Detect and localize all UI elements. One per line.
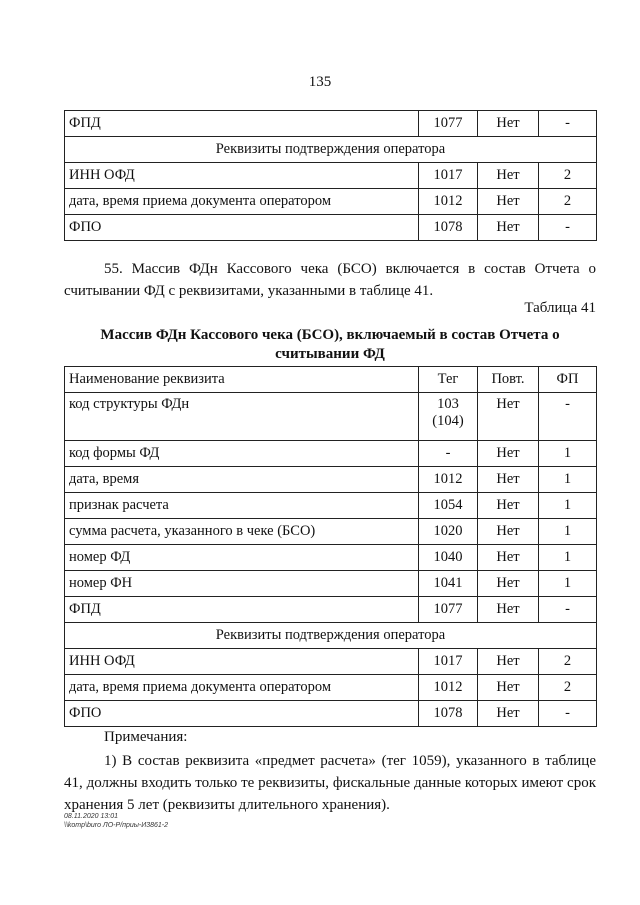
cell-tag: 1078 <box>419 215 478 241</box>
section-row <box>65 137 597 163</box>
cell-fp: - <box>539 701 597 727</box>
section-label: Реквизиты подтверждения оператора <box>65 623 597 649</box>
cell-repeat: Нет <box>478 111 539 137</box>
table-41 <box>64 366 597 727</box>
cell-name: код структуры ФДн <box>65 393 419 441</box>
cell-name: код формы ФД <box>65 441 419 467</box>
cell-fp: 2 <box>539 675 597 701</box>
cell-repeat: Нет <box>478 649 539 675</box>
table-row <box>65 649 597 675</box>
cell-repeat: Нет <box>478 493 539 519</box>
cell-fp: - <box>539 215 597 241</box>
cell-repeat: Нет <box>478 675 539 701</box>
cell-fp: - <box>539 597 597 623</box>
continued-table <box>64 110 597 241</box>
cell-repeat: Нет <box>478 545 539 571</box>
cell-tag: 1040 <box>419 545 478 571</box>
header-name: Наименование реквизита <box>65 367 419 393</box>
cell-repeat: Нет <box>478 571 539 597</box>
cell-name: дата, время приема документа оператором <box>65 675 419 701</box>
cell-fp: 1 <box>539 545 597 571</box>
footer-path: \\komp\buro ЛО-Р/приы-И3861-2 <box>64 822 169 829</box>
cell-repeat: Нет <box>478 215 539 241</box>
note-1: 1) В состав реквизита «предмет расчета» (тег 1059), указанного в таблице 41, должны входить только те реквизиты, фискальные данные которых имеют срок хранения 5 лет (реквизиты длительного хранения). <box>64 753 596 813</box>
cell-name: ФПД <box>65 597 419 623</box>
table-header-row <box>65 367 597 393</box>
cell-fp: - <box>539 393 597 441</box>
table-row <box>65 701 597 727</box>
cell-fp: 2 <box>539 189 597 215</box>
cell-fp: 1 <box>539 441 597 467</box>
cell-tag: - <box>419 441 478 467</box>
table-label: Таблица 41 <box>524 300 596 316</box>
footer-stamp <box>64 812 168 830</box>
cell-repeat: Нет <box>478 701 539 727</box>
cell-name: признак расчета <box>65 493 419 519</box>
paragraph-55: 55. Массив ФДн Кассового чека (БСО) включается в состав Отчета о считывании ФД с реквизитами, указанными в таблице 41. <box>64 261 596 299</box>
cell-fp: 1 <box>539 519 597 545</box>
page-number: 135 <box>308 74 332 90</box>
header-tag: Тег <box>419 367 478 393</box>
cell-fp: 2 <box>539 163 597 189</box>
table-row <box>65 393 597 441</box>
table-row <box>65 215 597 241</box>
cell-repeat: Нет <box>478 163 539 189</box>
cell-name: дата, время <box>65 467 419 493</box>
table-row <box>65 597 597 623</box>
table-row <box>65 675 597 701</box>
cell-tag: 1078 <box>419 701 478 727</box>
notes-heading: Примечания: <box>104 729 188 745</box>
section-label: Реквизиты подтверждения оператора <box>65 137 597 163</box>
cell-name: ФПО <box>65 215 419 241</box>
header-repeat: Повт. <box>478 367 539 393</box>
cell-name: ФПД <box>65 111 419 137</box>
cell-tag: 103 (104) <box>419 393 478 441</box>
cell-name: ИНН ОФД <box>65 649 419 675</box>
cell-repeat: Нет <box>478 597 539 623</box>
cell-fp: 1 <box>539 571 597 597</box>
cell-tag: 1017 <box>419 649 478 675</box>
cell-tag: 1020 <box>419 519 478 545</box>
cell-name: дата, время приема документа оператором <box>65 189 419 215</box>
cell-tag: 1077 <box>419 111 478 137</box>
table-row <box>65 441 597 467</box>
table-title: Массив ФДн Кассового чека (БСО), включаемый в состав Отчета о считывании ФД <box>100 327 560 362</box>
cell-tag: 1012 <box>419 675 478 701</box>
cell-repeat: Нет <box>478 189 539 215</box>
cell-repeat: Нет <box>478 393 539 441</box>
table-row <box>65 111 597 137</box>
cell-repeat: Нет <box>478 519 539 545</box>
cell-fp: 1 <box>539 493 597 519</box>
table-row <box>65 545 597 571</box>
cell-tag: 1012 <box>419 467 478 493</box>
table-row <box>65 467 597 493</box>
cell-tag: 1041 <box>419 571 478 597</box>
table-row <box>65 571 597 597</box>
header-fp: ФП <box>539 367 597 393</box>
cell-fp: - <box>539 111 597 137</box>
cell-tag: 1017 <box>419 163 478 189</box>
cell-repeat: Нет <box>478 467 539 493</box>
cell-tag: 1012 <box>419 189 478 215</box>
cell-fp: 1 <box>539 467 597 493</box>
cell-tag: 1054 <box>419 493 478 519</box>
cell-fp: 2 <box>539 649 597 675</box>
cell-name: ФПО <box>65 701 419 727</box>
cell-tag: 1077 <box>419 597 478 623</box>
cell-name: номер ФН <box>65 571 419 597</box>
table-row <box>65 163 597 189</box>
table-row <box>65 493 597 519</box>
cell-name: ИНН ОФД <box>65 163 419 189</box>
footer-timestamp: 08.11.2020 13:01 <box>64 813 118 820</box>
table-row <box>65 519 597 545</box>
cell-repeat: Нет <box>478 441 539 467</box>
table-row <box>65 189 597 215</box>
cell-name: сумма расчета, указанного в чеке (БСО) <box>65 519 419 545</box>
section-row <box>65 623 597 649</box>
cell-name: номер ФД <box>65 545 419 571</box>
